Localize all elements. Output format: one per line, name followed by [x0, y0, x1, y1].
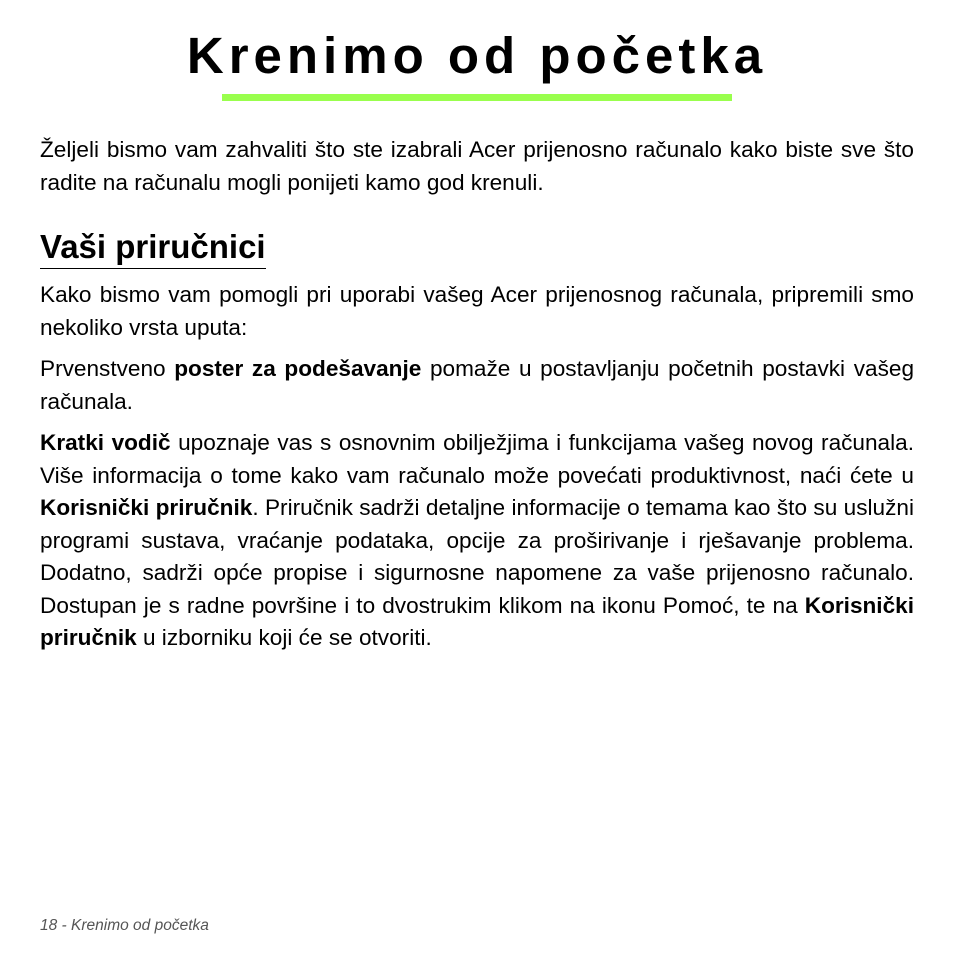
- title-underline-bar: [222, 94, 732, 101]
- text-run: . Priručnik sadrži detaljne informacije o temama kao što su uslužni programi sustava, vraćanje podataka, opcije za proširivanje i rješavanje problema. Dodatno, sadrži opće propise i sigurnosne napomene za vaše prijenosno računalo. Dostupan je s radne površine i to dvostrukim klikom na ikonu Pomoć, te na: [40, 495, 914, 618]
- document-page: [40, 0, 914, 655]
- bold-setup-poster: poster za podešavanje: [174, 356, 422, 381]
- page-title: Krenimo od početka: [186, 27, 768, 84]
- text-run: Prvenstveno: [40, 356, 175, 381]
- text-run: upoznaje vas s osnovnim obilježjima i funkcijama vašeg novog računala. Više informacija o tome kako vam računalo može povećati produktivnost, naći ćete u: [40, 430, 914, 488]
- text-run: u izborniku koji će se otvoriti.: [136, 625, 432, 650]
- bold-user-manual: Korisnički priručnik: [40, 495, 253, 520]
- text-run: pomaže u postavljanju početnih postavki vašeg računala.: [40, 356, 915, 414]
- intro-paragraph: Željeli bismo vam zahvaliti što ste izabrali Acer prijenosno računalo kako biste sve što radite na računalu mogli ponijeti kamo god krenuli.: [40, 137, 914, 195]
- paragraph-manuals-intro: Kako bismo vam pomogli pri uporabi vašeg Acer prijenosnog računala, pripremili smo nekoliko vrsta uputa:: [40, 282, 914, 340]
- paragraph-quick-guide: [40, 427, 914, 655]
- bold-user-manual-menu: Korisnički priručnik: [40, 592, 914, 650]
- page-footer: 18 - Krenimo od početka: [40, 917, 209, 934]
- section-heading: Vaši priručnici: [40, 227, 266, 269]
- bold-quick-guide: Kratki vodič: [40, 430, 171, 455]
- paragraph-setup-poster: [40, 353, 914, 418]
